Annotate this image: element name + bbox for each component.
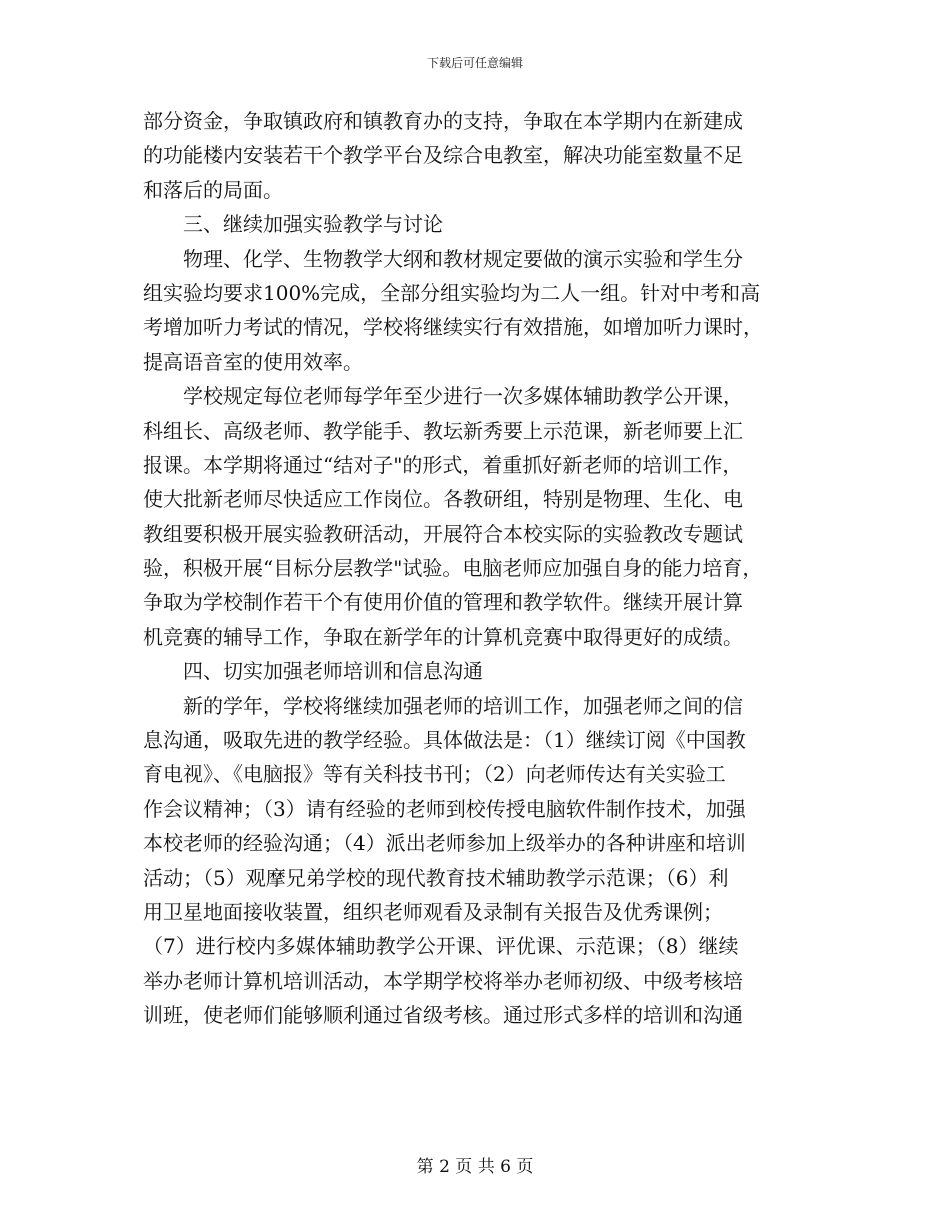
text-line: 学校规定每位老师每学年至少进行一次多媒体辅助教学公开课，: [183, 384, 743, 409]
text-line: 使大批新老师尽快适应工作岗位。各教研组，特别是物理、生化、电: [143, 487, 743, 512]
text-line: 部分资金，争取镇政府和镇教育办的支持，争取在本学期内在新建成: [143, 109, 743, 133]
document-body: [143, 104, 807, 1033]
text-line: 考增加听力考试的情况，学校将继续实行有效措施，如增加听力课时，: [143, 315, 763, 340]
text-line: 报课。本学期将通过“结对子"的形式，着重抓好新老师的培训工作，: [143, 452, 743, 477]
text-line: 三、继续加强实验教学与讨论: [183, 212, 443, 237]
text-line: 物理、化学、生物教学大纲和教材规定要做的演示实验和学生分: [183, 246, 743, 271]
text-line: 提高语音室的使用效率。: [143, 349, 363, 374]
text-line: 训班，使老师们能够顺利通过省级考核。通过形式多样的培训和沟通: [143, 1003, 743, 1028]
text-line: 作会议精神；（3）请有经验的老师到校传授电脑软件制作技术，加强: [143, 796, 746, 821]
text-line: 举办老师计算机培训活动，本学期学校将举办老师初级、中级考核培: [143, 968, 743, 993]
text-line: （7）进行校内多媒体辅助教学公开课、评优课、示范课；（8）继续: [143, 934, 739, 959]
text-line: 本校老师的经验沟通；（4）派出老师参加上级举办的各种讲座和培训: [143, 831, 746, 856]
text-line: 教组要积极开展实验教研活动，开展符合本校实际的实验教改专题试: [143, 521, 743, 546]
page-number-footer: 第 2 页 共 6 页: [416, 1157, 534, 1177]
text-line: 新的学年，学校将继续加强老师的培训工作，加强老师之间的信: [183, 693, 743, 718]
text-line: 息沟通，吸取先进的教学经验。具体做法是：（1）继续订阅《中国教: [143, 728, 746, 753]
text-line: 争取为学校制作若干个有使用价值的管理和教学软件。继续开展计算: [143, 590, 743, 615]
text-line: 育电视》、《电脑报》等有关科技书刊；（2）向老师传达有关实验工: [143, 762, 726, 787]
text-line: 四、切实加强老师培训和信息沟通: [183, 659, 483, 684]
text-line: 用卫星地面接收装置，组织老师观看及录制有关报告及优秀课例；: [143, 899, 723, 924]
text-line: 组实验均要求100%完成，全部分组实验均为二人一组。针对中考和高: [143, 280, 761, 305]
text-line: 和落后的局面。: [143, 177, 283, 202]
text-line: 机竞赛的辅导工作，争取在新学年的计算机竞赛中取得更好的成绩。: [143, 624, 743, 649]
page-header-note: 下载后可任意编辑: [426, 56, 523, 70]
text-line: 验，积极开展“目标分层教学"试验。电脑老师应加强自身的能力培育，: [143, 556, 763, 581]
text-line: 活动；（5）观摩兄弟学校的现代教育技术辅助教学示范课；（6）利: [143, 865, 729, 890]
text-line: 科组长、高级老师、教学能手、教坛新秀要上示范课，新老师要上汇: [143, 418, 743, 443]
text-line: 的功能楼内安装若干个教学平台及综合电教室，解决功能室数量不足: [143, 143, 743, 168]
